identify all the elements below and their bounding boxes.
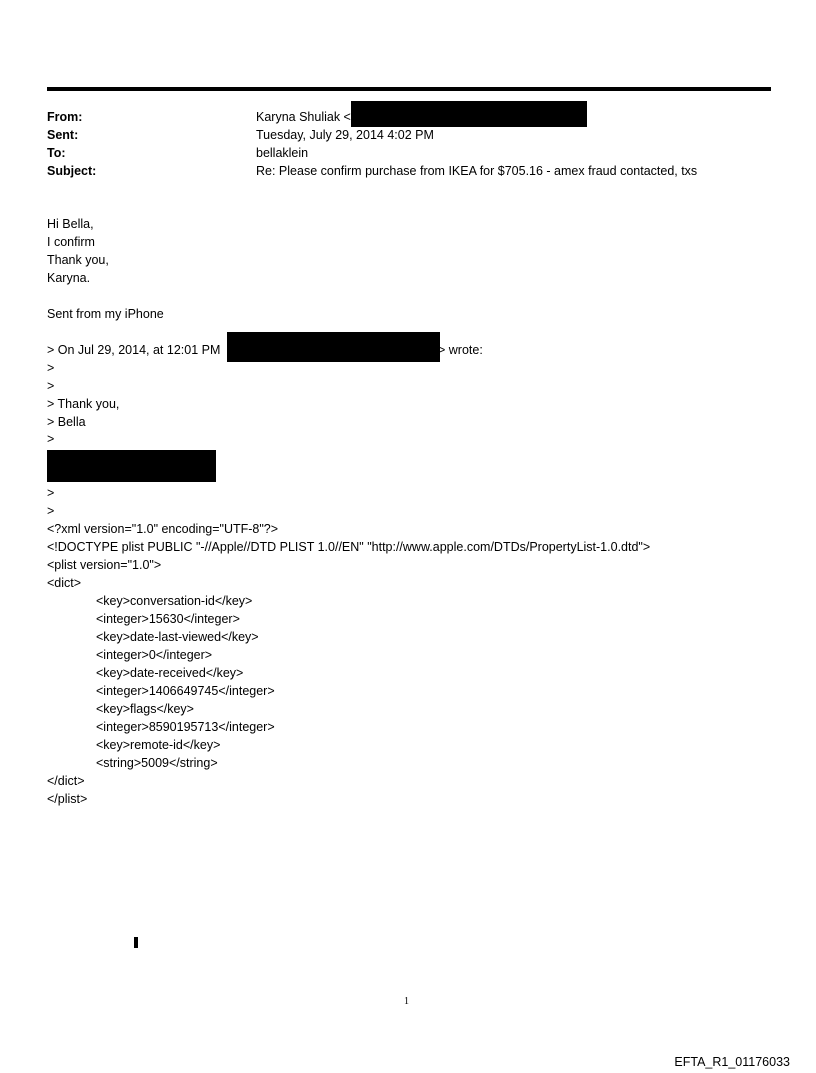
- dict-open: <dict>: [47, 576, 82, 590]
- quote-line: > Thank you,: [47, 397, 120, 411]
- greeting: Hi Bella,: [47, 217, 94, 231]
- plist-entry: <integer>8590195713</integer>: [96, 720, 275, 734]
- plist-entry: <key>flags</key>: [96, 702, 194, 716]
- body-line: Karyna.: [47, 271, 91, 285]
- quote-line: >: [47, 379, 55, 393]
- plist-close: </plist>: [47, 792, 88, 806]
- redaction-block: [227, 332, 440, 362]
- subject-row: [47, 162, 787, 180]
- plist-entry: <key>remote-id</key>: [96, 738, 221, 752]
- xml-declaration: <?xml version="1.0" encoding="UTF-8"?>: [47, 522, 279, 536]
- sent-value: Tuesday, July 29, 2014 4:02 PM: [256, 128, 434, 142]
- quote-line: >: [47, 361, 55, 375]
- plist-entry: <integer>0</integer>: [96, 648, 213, 662]
- body-line: Thank you,: [47, 253, 109, 267]
- plist-open: <plist version="1.0">: [47, 558, 162, 572]
- scan-mark: [134, 937, 138, 948]
- subject-label: Subject:: [47, 164, 97, 178]
- redaction-block: [351, 101, 587, 127]
- from-label: From:: [47, 110, 83, 124]
- quote-line: >: [47, 504, 55, 518]
- document-id: EFTA_R1_01176033: [674, 1055, 790, 1069]
- quote-line: >: [47, 432, 55, 446]
- body-line: I confirm: [47, 235, 95, 249]
- plist-entry: <key>conversation-id</key>: [96, 594, 253, 608]
- plist-entry: <string>5009</string>: [96, 756, 218, 770]
- to-row: [47, 144, 787, 162]
- doctype-line: <!DOCTYPE plist PUBLIC "-//Apple//DTD PLIST 1.0//EN" "http://www.apple.com/DTDs/PropertyList-1.0.dtd">: [47, 540, 651, 554]
- quote-line: > Bella: [47, 415, 86, 429]
- plist-entry: <key>date-received</key>: [96, 666, 244, 680]
- sent-label: Sent:: [47, 128, 79, 142]
- redaction-block: [47, 450, 216, 482]
- page-number: 1: [404, 996, 409, 1007]
- subject-value: Re: Please confirm purchase from IKEA for $705.16 - amex fraud contacted, txs: [256, 164, 698, 178]
- from-value: Karyna Shuliak <: [256, 110, 351, 124]
- header-rule: [47, 87, 771, 91]
- to-label: To:: [47, 146, 66, 160]
- quote-intro-end: > wrote:: [438, 343, 483, 357]
- plist-entry: <integer>15630</integer>: [96, 612, 240, 626]
- quote-line: >: [47, 486, 55, 500]
- sent-row: [47, 126, 787, 144]
- signature: Sent from my iPhone: [47, 307, 164, 321]
- to-value: bellaklein: [256, 146, 309, 160]
- plist-entry: <integer>1406649745</integer>: [96, 684, 275, 698]
- dict-close: </dict>: [47, 774, 85, 788]
- quote-intro-start: > On Jul 29, 2014, at 12:01 PM: [47, 343, 221, 357]
- plist-entry: <key>date-last-viewed</key>: [96, 630, 259, 644]
